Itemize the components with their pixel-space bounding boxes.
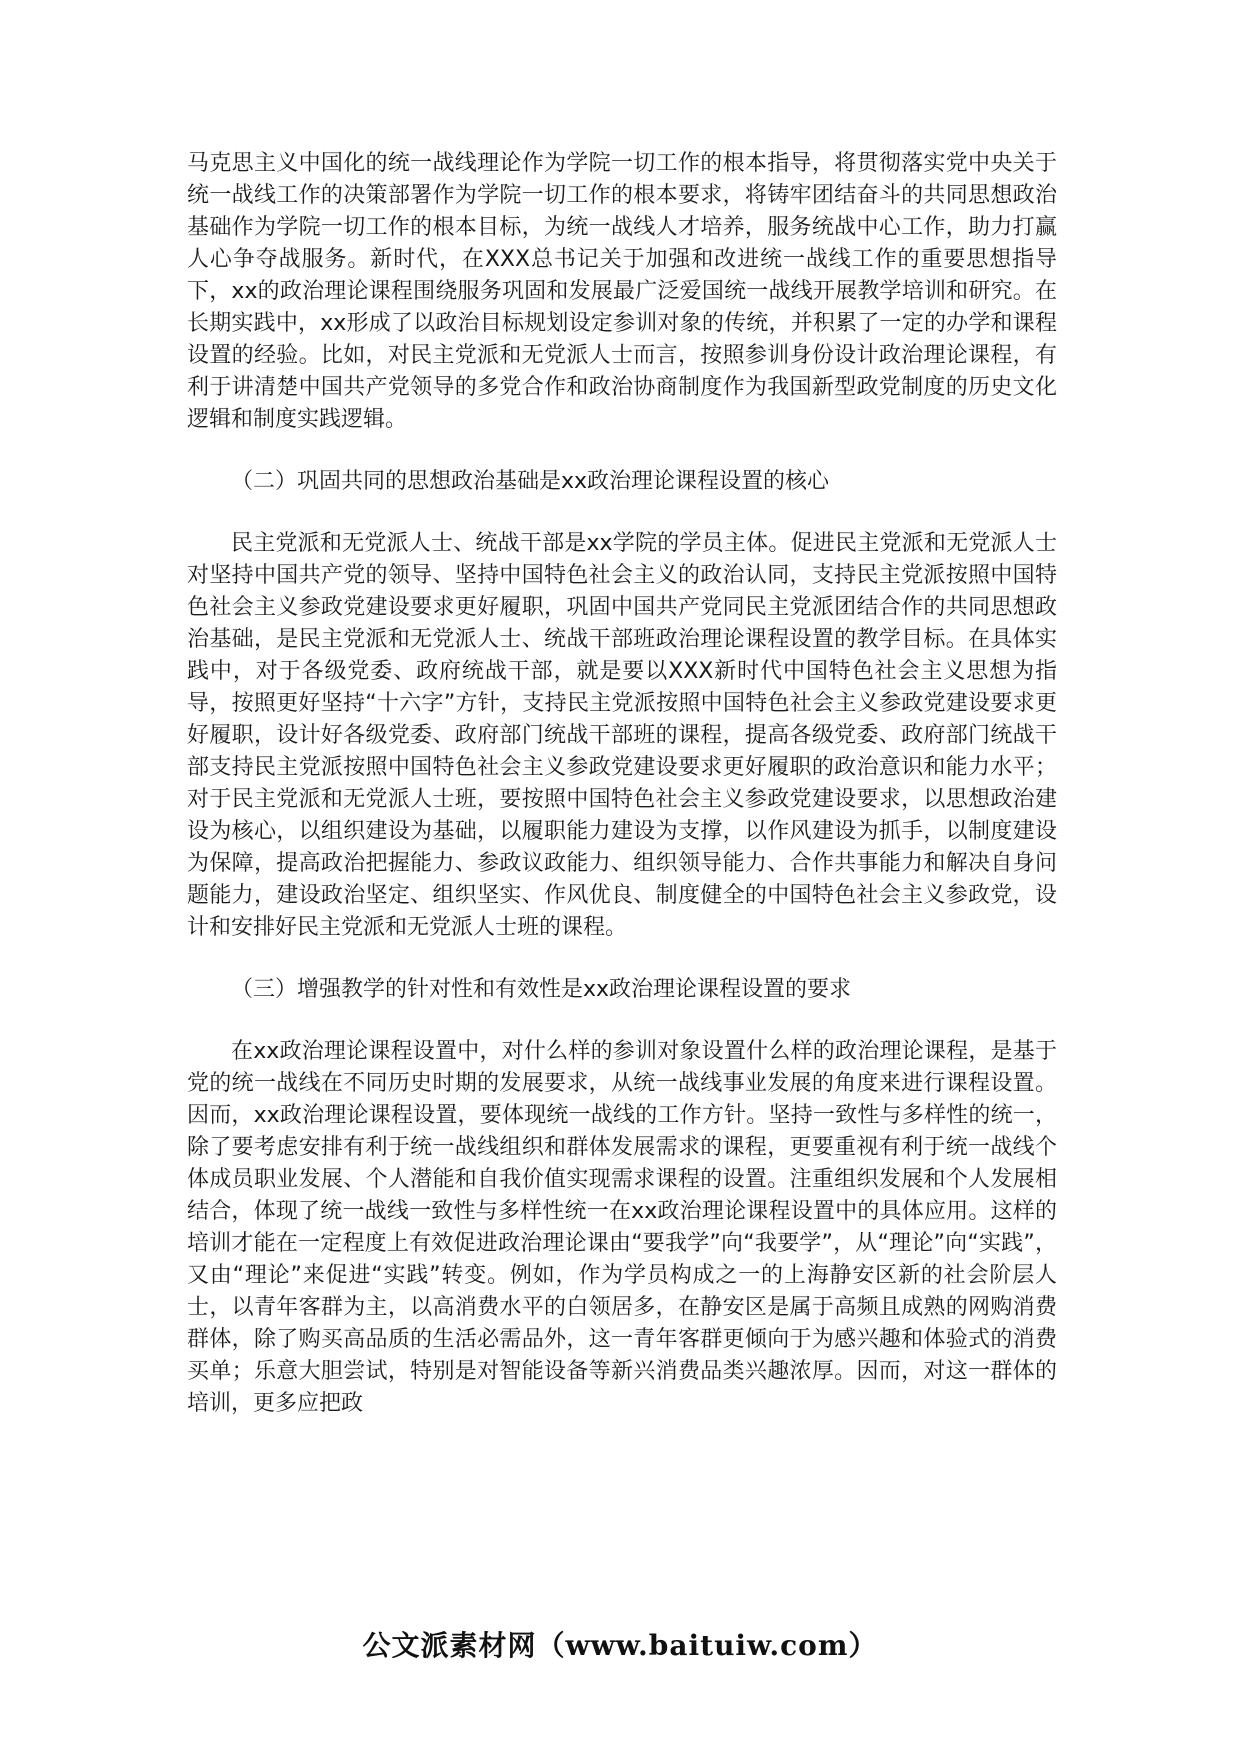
paragraph-section-2: 民主党派和无党派人士、统战干部是xx学院的学员主体。促进民主党派和无党派人士对坚持中国共产党的领导、坚持中国特色社会主义的政治认同，支持民主党派按照中国特色社会主义参政党建设要求更好履职，巩固中国共产党同民主党派团结合作的共同思想政治基础，是民主党派和无党派人士、统战干部班政治理论课程设置的教学目标。在具体实践中，对于各级党委、政府统战干部，就是要以XXX新时代中国特色社会主义思想为指导，按照更好坚持“十六字”方针，支持民主党派按照中国特色社会主义参政党建设要求更好履职，设计好各级党委、政府部门统战干部班的课程，提高各级党委、政府部门统战干部支持民主党派按照中国特色社会主义参政党建设要求更好履职的政治意识和能力水平；对于民主党派和无党派人士班，要按照中国特色社会主义参政党建设要求，以思想政治建设为核心，以组织建设为基础，以履职能力建设为支撑，以作风建设为抓手，以制度建设为保障，提高政治把握能力、参政议政能力、组织领导能力、合作共事能力和解决自身问题能力，建设政治坚定、组织坚实、作风优良、制度健全的中国特色社会主义参政党，设计和安排好民主党派和无党派人士班的课程。 (187, 531, 1057, 940)
section-heading-2: （二）巩固共同的思想政治基础是xx政治理论课程设置的核心 (231, 469, 830, 494)
footer-watermark-text: 公文派素材网（www.baituiw.com） (362, 1629, 878, 1662)
paragraph-section-3: 在xx政治理论课程设置中，对什么样的参训对象设置什么样的政治理论课程，是基于党的统一战线在不同历史时期的发展要求，从统一战线事业发展的角度来进行课程设置。因而，xx政治理论课程设置，要体现统一战线的工作方针。坚持一致性与多样性的统一，除了要考虑安排有利于统一战线组织和群体发展需求的课程，更要重视有利于统一战线个体成员职业发展、个人潜能和自我价值实现需求课程的设置。注重组织发展和个人发展相结合，体现了统一战线一致性与多样性统一在xx政治理论课程设置中的具体应用。这样的培训才能在一定程度上有效促进政治理论课由“要我学”向“我要学”，从“理论”向“实践”，又由“理论”来促进“实践”转变。例如，作为学员构成之一的上海静安区新的社会阶层人士，以青年客群为主，以高消费水平的白领居多，在静安区是属于高频且成熟的网购消费群体，除了购买高品质的生活必需品外，这一青年客群更倾向于为感兴趣和体验式的消费买单；乐意大胆尝试，特别是对智能设备等新兴消费品类兴趣浓厚。因而，对这一群体的培训，更多应把政 (187, 1039, 1057, 1416)
paragraph-continued: 马克思主义中国化的统一战线理论作为学院一切工作的根本指导，将贯彻落实党中央关于统一战线工作的决策部署作为学院一切工作的根本要求，将铸牢团结奋斗的共同思想政治基础作为学院一切工作的根本目标，为统一战线人才培养，服务统战中心工作，助力打赢人心争夺战服务。新时代，在XXX总书记关于加强和改进统一战线工作的重要思想指导下，xx的政治理论课程围绕服务巩固和发展最广泛爱国统一战线开展教学培训和研究。在长期实践中，xx形成了以政治目标规划设定参训对象的传统，并积累了一定的办学和课程设置的经验。比如，对民主党派和无党派人士而言，按照参训身份设计政治理论课程，有利于讲清楚中国共产党领导的多党合作和政治协商制度作为我国新型政党制度的历史文化逻辑和制度实践逻辑。 (187, 151, 1057, 432)
document-body (187, 148, 1057, 1450)
section-heading-3: （三）增强教学的针对性和有效性是xx政治理论课程设置的要求 (231, 977, 852, 1002)
